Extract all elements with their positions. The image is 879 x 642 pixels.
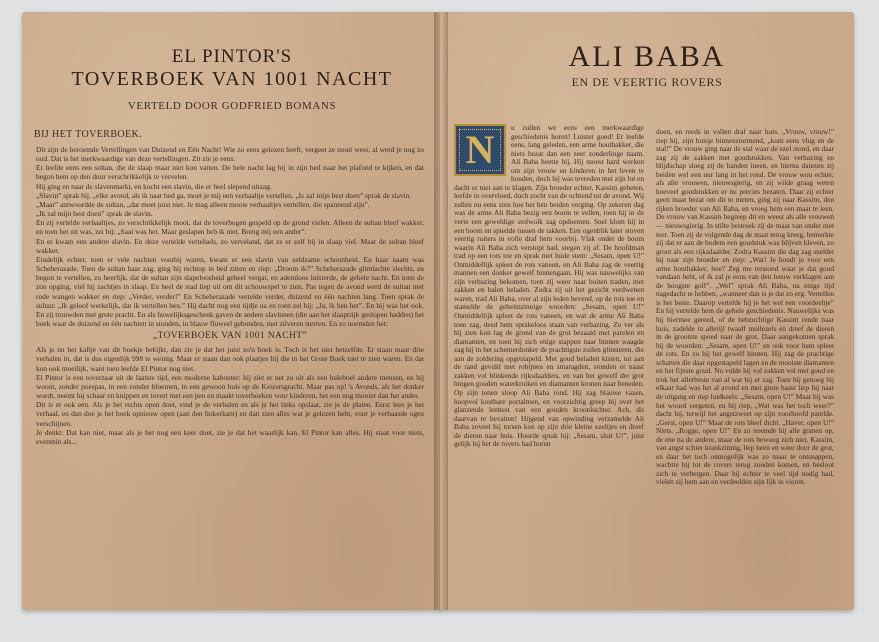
drop-cap-initial — [454, 124, 506, 176]
paragraph: El Pintor is een toverzaar uit de laatste tijd, een moderne kabouter: hij ziet er net zo uit als een heleboel andere mensen, en hij woont, zonder poespas, in een zonder bloemen, in een gewoon huis op de Keizersgracht. Maar pas op! 's Avonds, als het donker wordt, neemt hij schaar en knippen en tovert met een pen en maakt toverboeken voor kinderen, het een nog mooier dan het ander. — [36, 372, 424, 401]
right-page — [440, 12, 854, 610]
book-subtitle: VERTELD DOOR GODFRIED BOMANS — [127, 100, 337, 112]
paragraph: En er kwam een andere slavin. En deze vertelde vertelsels, zo verveland, dat ze er zelf bij in slaap viel. Maar de sultan bleef wakker. — [36, 236, 424, 255]
book-title-line1: EL PINTOR'S — [171, 46, 293, 67]
mid-section-title: „TOVERBOEK VAN 1001 NACHT” — [152, 331, 308, 342]
open-book — [14, 12, 865, 620]
paragraph: Dit zijn de beroemde Vertellingen van Duizend en Eén Nacht! Wie zo eens gelezen heeft, vergeet ze nooit weer, al werd je nog zo oud. Dat is het merkwaardige van deze vertellingen. Zit zie je eens: — [36, 145, 424, 164]
paragraph: „Ik zal mijn best doen” sprak de slavin. — [36, 209, 153, 219]
paragraph: Je denkt: Dat kan niet, maar als je het nog een keer doet, zie je dat het waarlijk kan. El Pintor kan alles. Hij staat voor niets, evenmin als... — [36, 427, 424, 446]
paragraph: Hij ging en naar de slavenmarkt, en kocht een slavin, die er heel slepend uitzag. — [36, 181, 272, 191]
paragraph: Dit is er ook een. Als je het rechts open doet, vind je de verhalen en als je het links opslaat, zie je de platen. Eerst lees je het verhaal, en dan doe je het boek opnieuw open (aan den linkerkant) en dan zien alles wat je gelezen hebt, voor je verbaasde ogen verschijnen. — [36, 400, 424, 428]
paragraph: Eindelijk echter, toen er vele nachten voorbij waren, kwam er een slavin van zeldzame schoonheid. En haar naam was Scheherazade. Toen de sultan haar zag, ging hij rechtop in bed zitten en riep: „Droom ik?” Scheherazade glimlachte slechts, en begon te vertellen, zo heerlijk, dat de sultan zijn slapeloosheid geheel vergat, en ademloos luisterde, de gehele nacht. En toen de zon opging, viel hij zachtjes in slaap. En heel de stad liep uit om dit schouwspel te zien. Pas tegen de avond werd de sultan met rode wangen wakker en riep: „Verder, verder!” En Scheherazade vertelde verder, duizend en één nachten lang. Toen sprak de sultan: „Ik geloof werkelijk, dat ik vertellen ben.” Hij dacht nog een tijdje na en toen zei hij: „Ja, ik ben het”. En hij was het ook. En zij trouwden met grote pracht. En als huwelijksgeschenk gaven de andere slavinnen (die aan het slaaptrijk geslopen hadden) het boek waar de duizend en één nachten in stonden, in blauw fluweel gebonden, met zilveren sterren. En zo noemden het: — [36, 254, 424, 328]
drop-cap-letter: N — [465, 127, 495, 172]
story-column-left — [454, 124, 644, 600]
section-heading: BIJ HET TOVERBOEK. — [34, 129, 143, 140]
book-spine-gutter — [434, 12, 448, 610]
left-page-header — [22, 12, 442, 112]
book-title-line2: TOVERBOEK VAN 1001 NACHT — [71, 68, 393, 90]
story-title: ALI BABA — [568, 40, 726, 73]
story-text-column-1: u zullen we eens een merkwaardige geschiedenis horen! Luister goed! Er leefde eens, lang geleden, een arme houthakker, die niets bezat dan een zeer zonderlinge naam. Ali Baba heette hij. Hij moest hard werken om zijn vrouw en kinderen in het leven te houden, doch hij was tevreden met zijn lot en dacht er niet aan te klagen. Zijn broeder echter, Kassim geheten, leefde in overvloed, doch zocht van de ochtend tot de avond. Wij zullen nu eens zien hoe het hen beiden verging. Op zekeren dag was de arme Ali Baba bezig een boom te vellen, toen hij in de verte een geweldige stofwolk zag opdoemen. Snel klom hij in een boom en spiedde tussen de takken. Een ogenblik later stoven veertig ruiters in volle draf hem voorbij. Vlak onder de boom waarin Ali Baba zich verstopt had, stegen zij af. De hoofdman trad op een rots toe en sprak met luide stem: „Sesam, open U!” Onmiddellijk spleet de rots vaneen, en Ali Baba zag de veertig mannen een donker gewelf binnengaan. Hij was nauwelijks van zijn verbazing bekomen, toen zij weer naar buiten traden, met zakken en balen beladen. Zodra zij uit het gezicht verdwenen waren, trad Ali Baba, over al zijn leden bevend, op de rots toe en stamelde de geheimzinnige woorden: „Sesam, open U!” Onmiddellijk spleet de rots vaneen, en wat de arme Ali Baba toen zag, deed hem sprakeloos staan van verbazing. Zo ver als hij zien kon lag de grond van de grot bezaaid met parelen en diamanten, en toen hij zich enige stappen naar binnen waagde zag hij in het schemerdonker de prachtigste zuilen glinsteren, die aan de zoldering opgestapeld. Met goud beladen kisten, tot aan de rand gevuld met robijnen en smaragden, stonden er naast zakken vol blinkende rijksdaalders, en van het gewelf der grot hingen gouden waterkruiken en diamanten kronen naar beneden. Op zijn tenen sloop Ali Baba rond. Hij zag blauwe vazen, hoopvol kostbare portalmen, en voorzichtig greep hij over het glanzende lennest van een gouden kroonluchter. Ach, dit daarvan te bevatten! Hijgend van opwinding verzamelde Ali Baba zoveel hij torsen kon op zijn drie kleine ezeltjes en dreef de dieren naar huis. Hoorde sprak hij: „Sesam, sluit U!”, juist gelijk hij het de rovers had horen — [454, 124, 644, 449]
paragraph: „Maar” antwoordde de sultan, „dat moet juist niet. Je mag alleen mooie verhaaltjes vertellen, die spannend zijn”. — [36, 199, 370, 209]
paragraph: En zij vertelde verhaaltjes, zo verschrikkelijk mooi, dat de toverbogen gespeld op de grond vielen. Alleen de sultan bleef wakker, en toen het uit was, zei hij: „Saai was het. Maar geslapen heb ik niet. Breng mij een ander”. — [36, 218, 424, 237]
story-column-right — [656, 128, 834, 600]
left-page — [22, 12, 442, 610]
paragraph: Als je nu het kaftje van dit boekje bekijkt, dan zie je dat het juist zo'n boek is. Toch is het niet hetzelfde. Er staan maar drie verhalen in, dat is dus eigenlijk 998 te weinig. Maar er staan dan ook plaatjes bij die in het Grote Boek niet te zien waren. En dat kon ook moeilijk, want toen leefde El Pintor nog niet. — [36, 345, 424, 373]
story-columns — [454, 124, 832, 600]
story-text-column-2: doen, en reeds in vollen draf naar huis. „Vrouw, vrouw!” riep hij, zijn huisje binnenstormend, „kom eens vlug en de stal!” De vrouw ging naar de stal waar de ezel stond, en daar zag zij de zakken met goudstukken. Van verbazing en blijdschap sloeg zij de handen ineen, en hierna dansten zij beiden wel een uur lang in het rond. De vrouw wou echter, als alle vrouwen, nieuwsgierig, en zij wilde graag weten hoeveel goudstukken er nu precies bezaten. Daar zij echter geen maat bezat om dit te meten, ging zij naar Kassim, den rijken broeder van Ali Baba, en vroeg hem een maat te leen. De vrouw van Kassim begreep dit en weest als alle vrouwen — nieuwsgierig. In stilte bestreek zij de maat van onder met teer. Toen zij de volgende dag de maat terug kreeg, bemerkte zij dat er aan de bodem een goudstuk was blijven kleven, zo groot als een rijksdaalder. Zodra Kassim die dag zag sneldet hij naar zijn broeder en riep: „Wat! Je houdt je voor een arme houthakker, hoe? Zeg me terstond waar je dat goud vandaan hebt, of ik zal je eens van den leeuw verklagen aan de hoogste golf”. „Wel” sprak Ali Baba, na enige tijd nagedacht te hebben, „wanneer dan is je dat zo erg. Vertellen is het beste. Daarop vertelde hij je het wel een voordeeltje” En hij vertelde hem de gehele geschiedenis. Nauwelijks was hij hiermee gereed, of de hebzuchtige Kassim rende naar huis, zadelde in allerijl twaalf muilezels en dreef de dieren in de grootste spoed naar de grot. Daar aangekomen sprak hij de woorden: „Sesam, open U!” en ook voor hem spleet de rots. En zo hij het gewelf binnen. Hij zag de prachtige schatten die daar opgestapeld lagen en de mooiste diamanten en het fijnste goud. Nu vulde hij vol zakken vol met goud en trok het allerbeste van al wat hij er zag. Toen hij genoeg bij elkaar had was het al avond en met grote haast liep hij naar de uitgang en riep luidkeels: „Sesam, open U!” Maar hij was het woord vergeten, en hij riep, „Wat was het toch weer?” dacht hij, terwijl het angstzweet op zijn voorhoofd parelde. „Gerst, open U!” Maar de rots bleef dicht. „Haver, open U!” Niets. „Rogge, open U!” En zo noemde hij alle granen op, de ene na de andere, maar de rots bewoog zich niet. Kassim, van angst schier krankzinnig, liep heen en weer door de grot, en daar het toch onmogelijk was zo maar te ontsnappen, wachtte hij tot de rovers terug zouden komen, en besloot zich te verbergen. Daar hij echter te veel tijd nodig had, vielen zij hem aan en verdeelden zijn lijk in vieren. — [656, 128, 834, 487]
story-subtitle: EN DE VEERTIG ROVERS — [571, 75, 723, 89]
paragraph: „Slavin” sprak hij, „elke avond, als ik naar bed ga, moet je mij een verhaaltje vertellen. „Is zal mijn best doen” sprak de slavin. — [36, 190, 412, 200]
left-body-text — [36, 145, 424, 446]
paragraph: Er leefde eens een sultan, die de slaap maar niet kon vatten. De hele nacht lag hij in zijn bed naar het plafond te kijken, en dat begon hem op den duur verschrikkelijk te vervelen. — [36, 163, 424, 182]
